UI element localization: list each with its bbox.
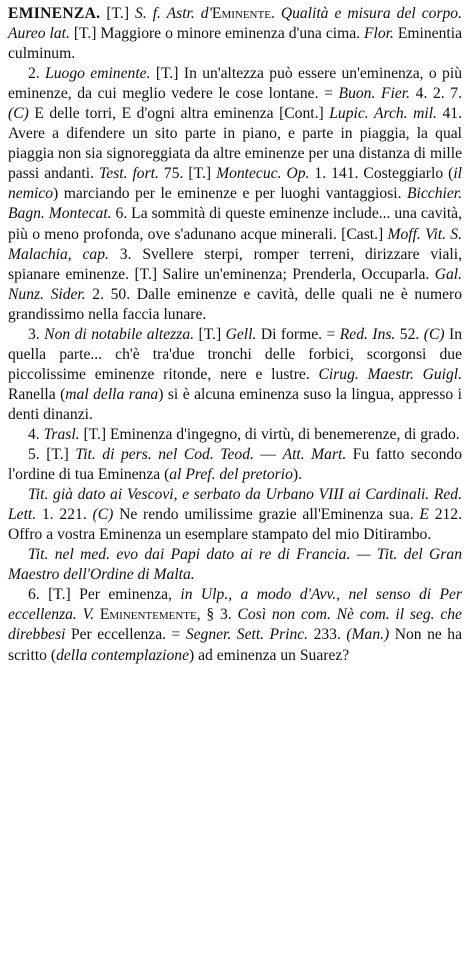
sense-2 [8,64,462,325]
italic-run: Test. fort. [99,165,159,183]
text-run: Per eccellenza. = [65,626,186,644]
text-run: 5. [T.] [28,446,76,464]
italic-run: (C) [8,105,29,123]
text-run: [T.] Maggiore o minore eminenza d'una cima. [69,25,365,43]
italic-run: il nemico [8,165,462,203]
italic-run: Montecuc. Op. [216,165,310,183]
sense-4 [8,425,462,445]
italic-run: Gell. [225,325,257,343]
italic-run: Bicchier. Bagn. Montecat. [8,185,462,223]
sense-5-medieval [8,545,462,585]
text-run: Di forme. = [256,325,340,343]
italic-run: Trasl. [43,425,80,443]
italic-run: Così non com. Nè com. il seg. che direbbesi [8,606,462,644]
cross-reference: Eminente [211,5,271,22]
italic-run: Qualità e misura del corpo. Aureo lat. [8,5,463,43]
sense-3 [8,325,462,425]
italic-run: S. f. Astr. d' [135,5,212,22]
text-run: 3. Svellere sterpi, romper terreni, dirizzare viali, spianare eminenze. [T.] Salire un'eminenza; Prenderla, Occuparla. [8,245,462,283]
italic-run: (C) [92,506,114,524]
text-run: 212. Offro a vostra Eminenza un esemplare stampato del mio Ditirambo. [8,506,463,544]
text-run: Ne rendo umilissime grazie all'Eminenza sua. [113,506,420,524]
text-run: 52. [395,325,424,343]
text-run: ) ad eminenza un Suarez? [189,646,350,664]
text-run: [T.] [194,325,226,343]
text-run: Ranella ( [8,385,66,403]
text-run: Eminentia culminum. [8,25,462,63]
text-run: ) si è alcuna eminenza suso la lingua, appresso i denti dinanzi. [8,385,462,423]
italic-run: al Pref. del pretorio [169,466,293,484]
italic-run: (C) [423,325,445,343]
italic-run: Buon. Fier. [338,85,411,103]
italic-run: Segner. Sett. Princ. [185,626,309,644]
italic-run: Luogo eminente. [45,65,151,83]
text-run: 1. 221. [36,506,93,524]
text-run: 4. 2. 7. [410,85,463,103]
italic-run: Red. Ins. [339,325,396,343]
italic-run: Tit. di pers. nel Cod. Teod. [75,446,254,464]
italic-run: (Man.) [346,626,390,644]
italic-run: Tit. già dato ai Vescovi, e serbato da Urbano VIII ai Cardinali. Red. Lett. [8,486,462,524]
text-run: In quella parte... ch'è tra'due tronchi delle forbici, scorgonsi due piccolissime eminenze ritonde, nere e lustre. [8,325,463,383]
text-run: 233. [308,626,347,644]
text-run: 75. [T.] [158,165,217,183]
cross-reference: Eminentemente [99,606,197,624]
text-run: — [253,446,283,464]
italic-run: Tit. nel med. evo dai Papi dato ai re di Francia. — Tit. del Gran Maestro dell'Ordine di Malta. [8,546,462,584]
italic-run: Non di notabile altezza. [44,325,195,343]
text-run: 2. 50. Dalle eminenze e cavità, delle quali ne è numero grandissimo nella faccia lunare. [8,285,462,323]
text-run: 41. Avere a difendere un sito parte in piano, e parte in piaggia, la qual piaggia non sia signoreggiata da altre eminenze per una distanza di mille passi andanti. [8,105,462,183]
italic-run: E [419,506,429,524]
sense-5 [8,445,462,485]
italic-run: Att. Mart. [282,446,347,464]
text-run: , § 3. [196,606,238,624]
italic-run: della contemplazione [56,646,190,664]
text-run: 1. 141. Costeggiarlo ( [309,165,454,183]
text-run: 2. [28,65,46,83]
italic-run: Flor. [364,25,394,43]
text-run: ) marciando per le eminenze e per luoghi vantaggiosi. [53,185,407,203]
text-run: [T.] [100,5,136,22]
text-run: 6. La sommità di queste eminenze include... una cavità, più o meno profonda, ove s'adunano acque minerali. [Cast.] [8,205,462,243]
italic-run: mal della rana [65,385,159,403]
text-run: Fu fatto secondo l'ordine di tua Eminenza ( [8,446,462,484]
text-run: ). [292,466,302,484]
text-run: E delle torri, E d'ogni altra eminenza [Cont.] [28,105,330,123]
headword: EMINENZA. [8,5,101,22]
text-run: Non ne ha scritto ( [8,626,462,664]
italic-run: Gal. Nunz. Sider. [8,265,462,303]
text-run: [T.] In un'altezza può essere un'eminenza, o più eminenze, da cui meglio vedere le cose lontane. = [8,65,462,103]
entry-definition [8,4,462,64]
text-run: 4. [28,425,44,443]
text-run: [T.] Eminenza d'ingegno, di virtù, di benemerenze, di grado. [79,425,460,443]
italic-run: Cirug. Maestr. Guigl. [318,365,462,383]
italic-run: in Ulp., a modo d'Avv., nel senso di Per eccellenza. V. [8,586,462,624]
italic-run: Lupic. Arch. mil. [329,105,437,123]
sense-5-cardinals [8,485,462,545]
text-run: 6. [T.] Per eminenza, [28,586,181,604]
text-run: . [270,5,281,22]
sense-6 [8,585,462,665]
text-run: 3. [28,325,45,343]
italic-run: Moff. Vit. S. Malachia, cap. [8,225,462,263]
